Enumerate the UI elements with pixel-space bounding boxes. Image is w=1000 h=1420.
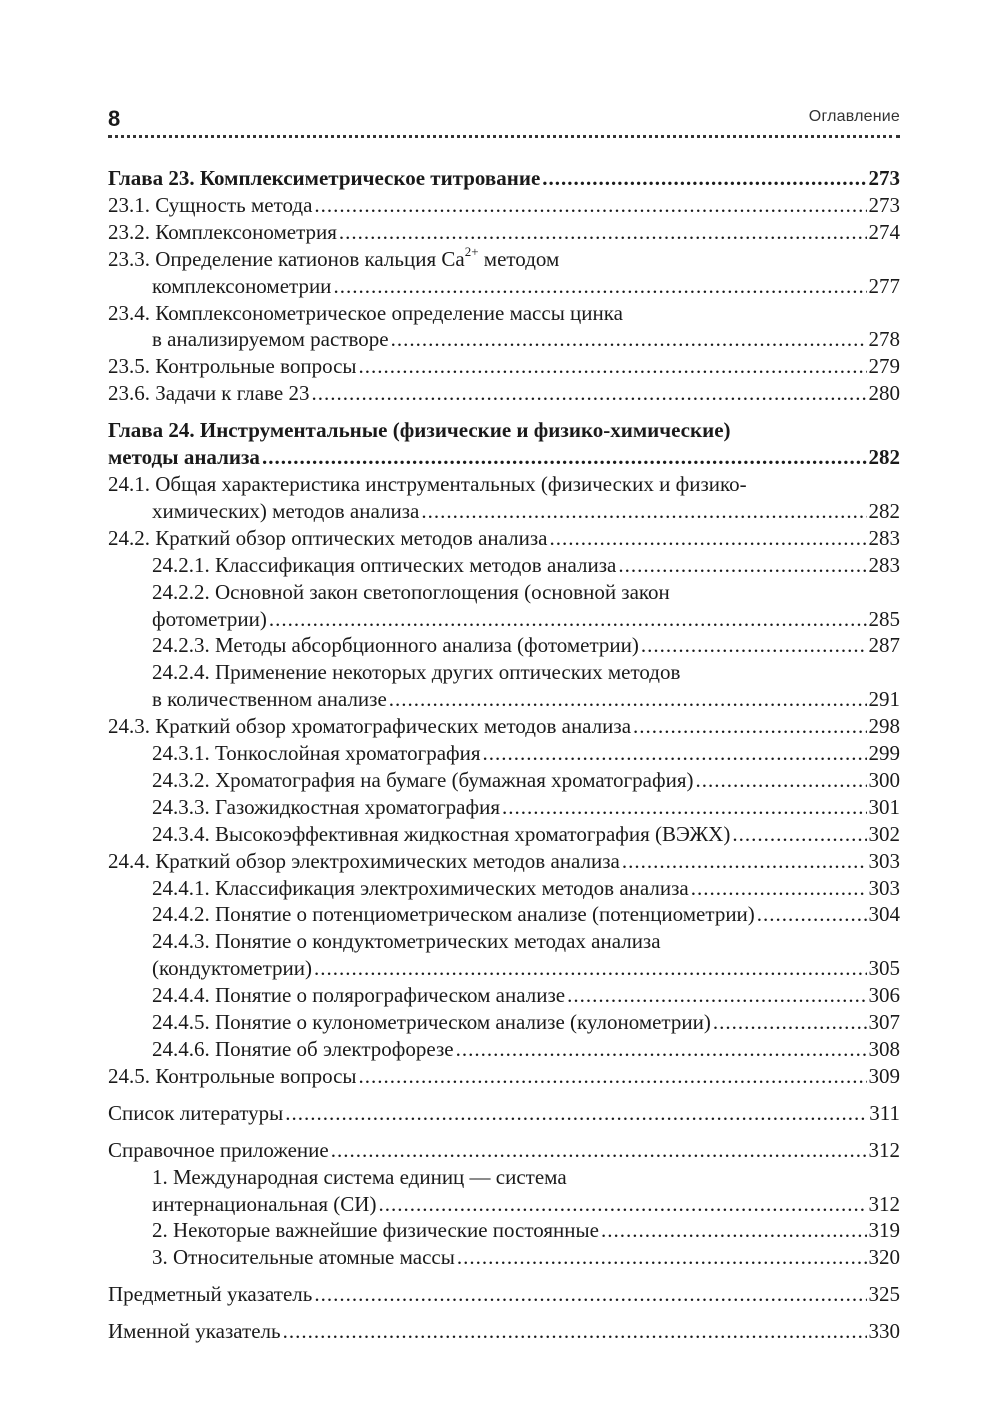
toc-subsection-24-4-2[interactable] [108,901,900,928]
toc-chapter-24[interactable] [108,417,900,471]
toc-entry-page: 282 [868,445,900,470]
leader-dots [456,1036,867,1063]
toc-entry-title: 24.3.1. Тонкослойная хроматография [152,741,481,766]
toc-entry-title-line1: 1. Международная система единиц — система [152,1164,567,1189]
toc-entry-page: 283 [868,552,900,577]
leader-dots [618,552,866,579]
leader-dots [695,767,866,794]
toc-entry-page: 308 [868,1037,900,1061]
superscript-charge: 2+ [464,243,479,259]
toc-entry-title-line1: 24.4.3. Понятие о кондуктометрических методах анализа [152,929,661,954]
leader-dots [339,219,867,246]
toc-entry-title: Справочное приложение [108,1137,329,1162]
running-title: Оглавление [808,108,900,125]
toc-entry-title: Предметный указатель [108,1282,313,1307]
toc-entry-title: 24.3.2. Хроматография на бумаге (бумажная хроматография) [152,767,694,792]
leader-dots [502,794,866,821]
toc-entry-title-line2: химических) методов анализа [152,498,420,523]
leader-dots [283,1318,867,1345]
toc-entry-title-line1: 23.4. Комплексонометрическое определение массы цинка [108,300,623,325]
toc-entry-title-line2: интернациональная (СИ) [152,1191,377,1216]
toc-subsection-24-2-1[interactable] [108,552,900,579]
toc-entry-page: 301 [868,794,900,819]
leader-dots [757,901,867,928]
toc-entry-title: 24.2. Краткий обзор оптических методов анализа [108,525,548,550]
leader-dots [389,686,867,713]
toc-entry-title: 23.5. Контрольные вопросы [108,354,357,379]
toc-entry-title-line1: 24.1. Общая характеристика инструментальных (физических и физико- [108,471,747,496]
toc-entry-page: 306 [868,983,900,1008]
toc-section-24-1[interactable] [108,471,900,525]
toc-entry-title: 24.3.4. Высокоэффективная жидкостная хроматография (ВЭЖХ) [152,821,731,846]
leader-dots [732,821,866,848]
toc-subsection-24-2-4[interactable] [108,659,900,713]
toc-entry-page: 305 [868,956,900,981]
toc-entry-title: 24.4. Краткий обзор электрохимических методов анализа [108,848,620,873]
toc-subsection-24-2-3[interactable] [108,632,900,659]
toc-subsection-24-3-2[interactable] [108,767,900,794]
leader-dots [285,1100,867,1127]
toc-entry-page: 307 [868,1010,900,1035]
toc-entry-title-line2: фотометрии) [152,606,267,631]
leader-dots [269,606,867,633]
toc-name-index[interactable] [108,1318,900,1345]
leader-dots [359,1063,867,1090]
leader-dots [457,1244,867,1271]
toc-entry-title-line1: 23.3. Определение катионов кальция $Са^{2+}$ методом [108,243,560,271]
toc-section-24-3[interactable] [108,713,900,740]
leader-dots [641,632,867,659]
toc-section-24-5[interactable] [108,1063,900,1090]
leader-dots [567,982,866,1009]
page-number: 8 [108,106,121,131]
toc-entry-page: 283 [868,525,900,550]
toc-subsection-24-3-3[interactable] [108,794,900,821]
toc-subsection-24-2-2[interactable] [108,579,900,633]
toc-entry-title-line2: в количественном анализе [152,687,387,712]
toc-entry-title: 24.4.6. Понятие об электрофорезе [152,1037,454,1061]
toc-subsection-24-4-5[interactable] [108,1009,900,1036]
toc-section-23-6[interactable] [108,380,900,407]
toc-entry-page: 280 [868,381,900,406]
toc-subsection-24-3-4[interactable] [108,821,900,848]
toc-entry-title: Именной указатель [108,1319,281,1344]
toc-entry-page: 303 [868,848,900,873]
toc-entry-page: 279 [868,354,900,379]
leader-dots [691,875,867,902]
toc-entry-title: 3. Относительные атомные массы [152,1245,455,1270]
header-dotted-rule [108,135,900,138]
leader-dots [311,380,866,407]
leader-dots [622,848,867,875]
leader-dots [333,273,866,300]
toc-entry-page: 325 [868,1282,900,1307]
toc-section-23-1[interactable] [108,192,900,219]
toc-entry-page: 287 [868,633,900,658]
toc-entry-page: 312 [868,1137,900,1162]
toc-entry-page: 302 [868,821,900,846]
page-header [108,106,900,142]
toc-appendix-item-3[interactable] [108,1244,900,1271]
toc-entry-page: 330 [868,1319,900,1344]
toc-entry-title: 24.4.4. Понятие о полярографическом анализе [152,983,566,1008]
toc-entry-title: 24.4.1. Классификация электрохимических методов анализа [152,875,689,900]
toc-appendix-item-1[interactable] [108,1164,900,1218]
toc-entry-page: 304 [868,902,900,927]
toc-entry-page: 273 [868,166,900,190]
toc-entry-title: Глава 23. Комплексиметрическое титрование [108,166,541,190]
toc-entry-title-line2: (кондуктометрии) [152,956,312,981]
toc-entry-title: 24.3.3. Газожидкостная хроматография [152,794,501,819]
leader-dots [378,1191,866,1218]
toc-references[interactable] [108,1100,900,1127]
toc-section-23-2[interactable] [108,219,900,246]
toc-subsection-24-4-3[interactable] [108,928,900,982]
toc-subsection-24-4-6[interactable] [108,1036,900,1063]
leader-dots [314,192,866,219]
leader-dots [391,326,867,353]
toc-appendix[interactable] [108,1137,900,1164]
toc-entry-title-line2: комплексонометрии [152,273,332,298]
toc-entry-title: 24.2.1. Классификация оптических методов анализа [152,552,617,577]
toc-section-23-5[interactable] [108,353,900,380]
toc-entry-title: 24.2.3. Методы абсорбционного анализа (фотометрии) [152,633,639,658]
toc-entry-title: 23.6. Задачи к главе 23 [108,381,310,406]
toc-entry-title-line1: 24.2.2. Основной закон светопоглощения (основной закон [152,579,670,604]
toc-entry-page: 320 [868,1245,900,1270]
leader-dots [601,1217,867,1244]
toc-entry-title-line2: методы анализа [108,445,260,470]
toc-entry-page: 299 [868,741,900,766]
toc-entry-title-line2: в анализируемом растворе [152,327,389,352]
toc-section-24-2[interactable] [108,525,900,552]
leader-dots [314,955,867,982]
toc-appendix-item-2[interactable] [108,1217,900,1244]
toc-subject-index[interactable] [108,1281,900,1308]
toc-entry-title: 23.2. Комплексонометрия [108,219,337,244]
toc-entry-page: 298 [868,714,900,739]
toc-entry-title: 24.3. Краткий обзор хроматографических методов анализа [108,714,632,739]
toc-entry-title: 24.4.5. Понятие о кулонометрическом анализе (кулонометрии) [152,1010,711,1035]
leader-dots [483,740,867,767]
toc-subsection-24-3-1[interactable] [108,740,900,767]
leader-dots [542,165,866,192]
toc-entry-title: 2. Некоторые важнейшие физические постоянные [152,1218,599,1243]
toc-section-23-4[interactable] [108,300,900,354]
toc-subsection-24-4-4[interactable] [108,982,900,1009]
leader-dots [549,525,866,552]
leader-dots [713,1009,867,1036]
leader-dots [633,713,866,740]
toc-entry-page: 309 [868,1063,900,1088]
leader-dots [359,353,867,380]
toc-entry-page: 273 [868,192,900,217]
toc-entry-page: 311 [869,1100,900,1125]
toc-entry-page: 300 [868,767,900,792]
toc-entry-title: 24.5. Контрольные вопросы [108,1063,357,1088]
toc-subsection-24-4-1[interactable] [108,875,900,902]
toc-entry-page: 303 [868,875,900,900]
toc-entry-page: 277 [868,273,900,298]
toc-entry-page: 319 [868,1218,900,1243]
toc-entry-title: 24.4.2. Понятие о потенциометрическом анализе (потенциометрии) [152,902,755,927]
leader-dots [262,444,867,471]
leader-dots [421,498,866,525]
toc-entry-title: Список литературы [108,1100,284,1125]
toc-entry-title-line1: 24.2.4. Применение некоторых других оптических методов [152,660,681,685]
toc-entry-title: 23.1. Сущность метода [108,192,313,217]
leader-dots [331,1137,867,1164]
toc-entry-page: 274 [868,219,900,244]
leader-dots [314,1281,866,1308]
toc-entry-title-line1: Глава 24. Инструментальные (физические и физико-химические) [108,418,731,443]
toc-entry-page: 291 [868,687,900,712]
toc-section-24-4[interactable] [108,848,900,875]
table-of-contents [108,165,900,1345]
toc-chapter-23[interactable] [108,165,900,192]
toc-entry-page: 312 [868,1191,900,1216]
toc-section-23-3[interactable] [108,243,900,300]
toc-entry-page: 285 [868,606,900,631]
toc-entry-page: 282 [868,498,900,523]
toc-entry-page: 278 [868,327,900,352]
